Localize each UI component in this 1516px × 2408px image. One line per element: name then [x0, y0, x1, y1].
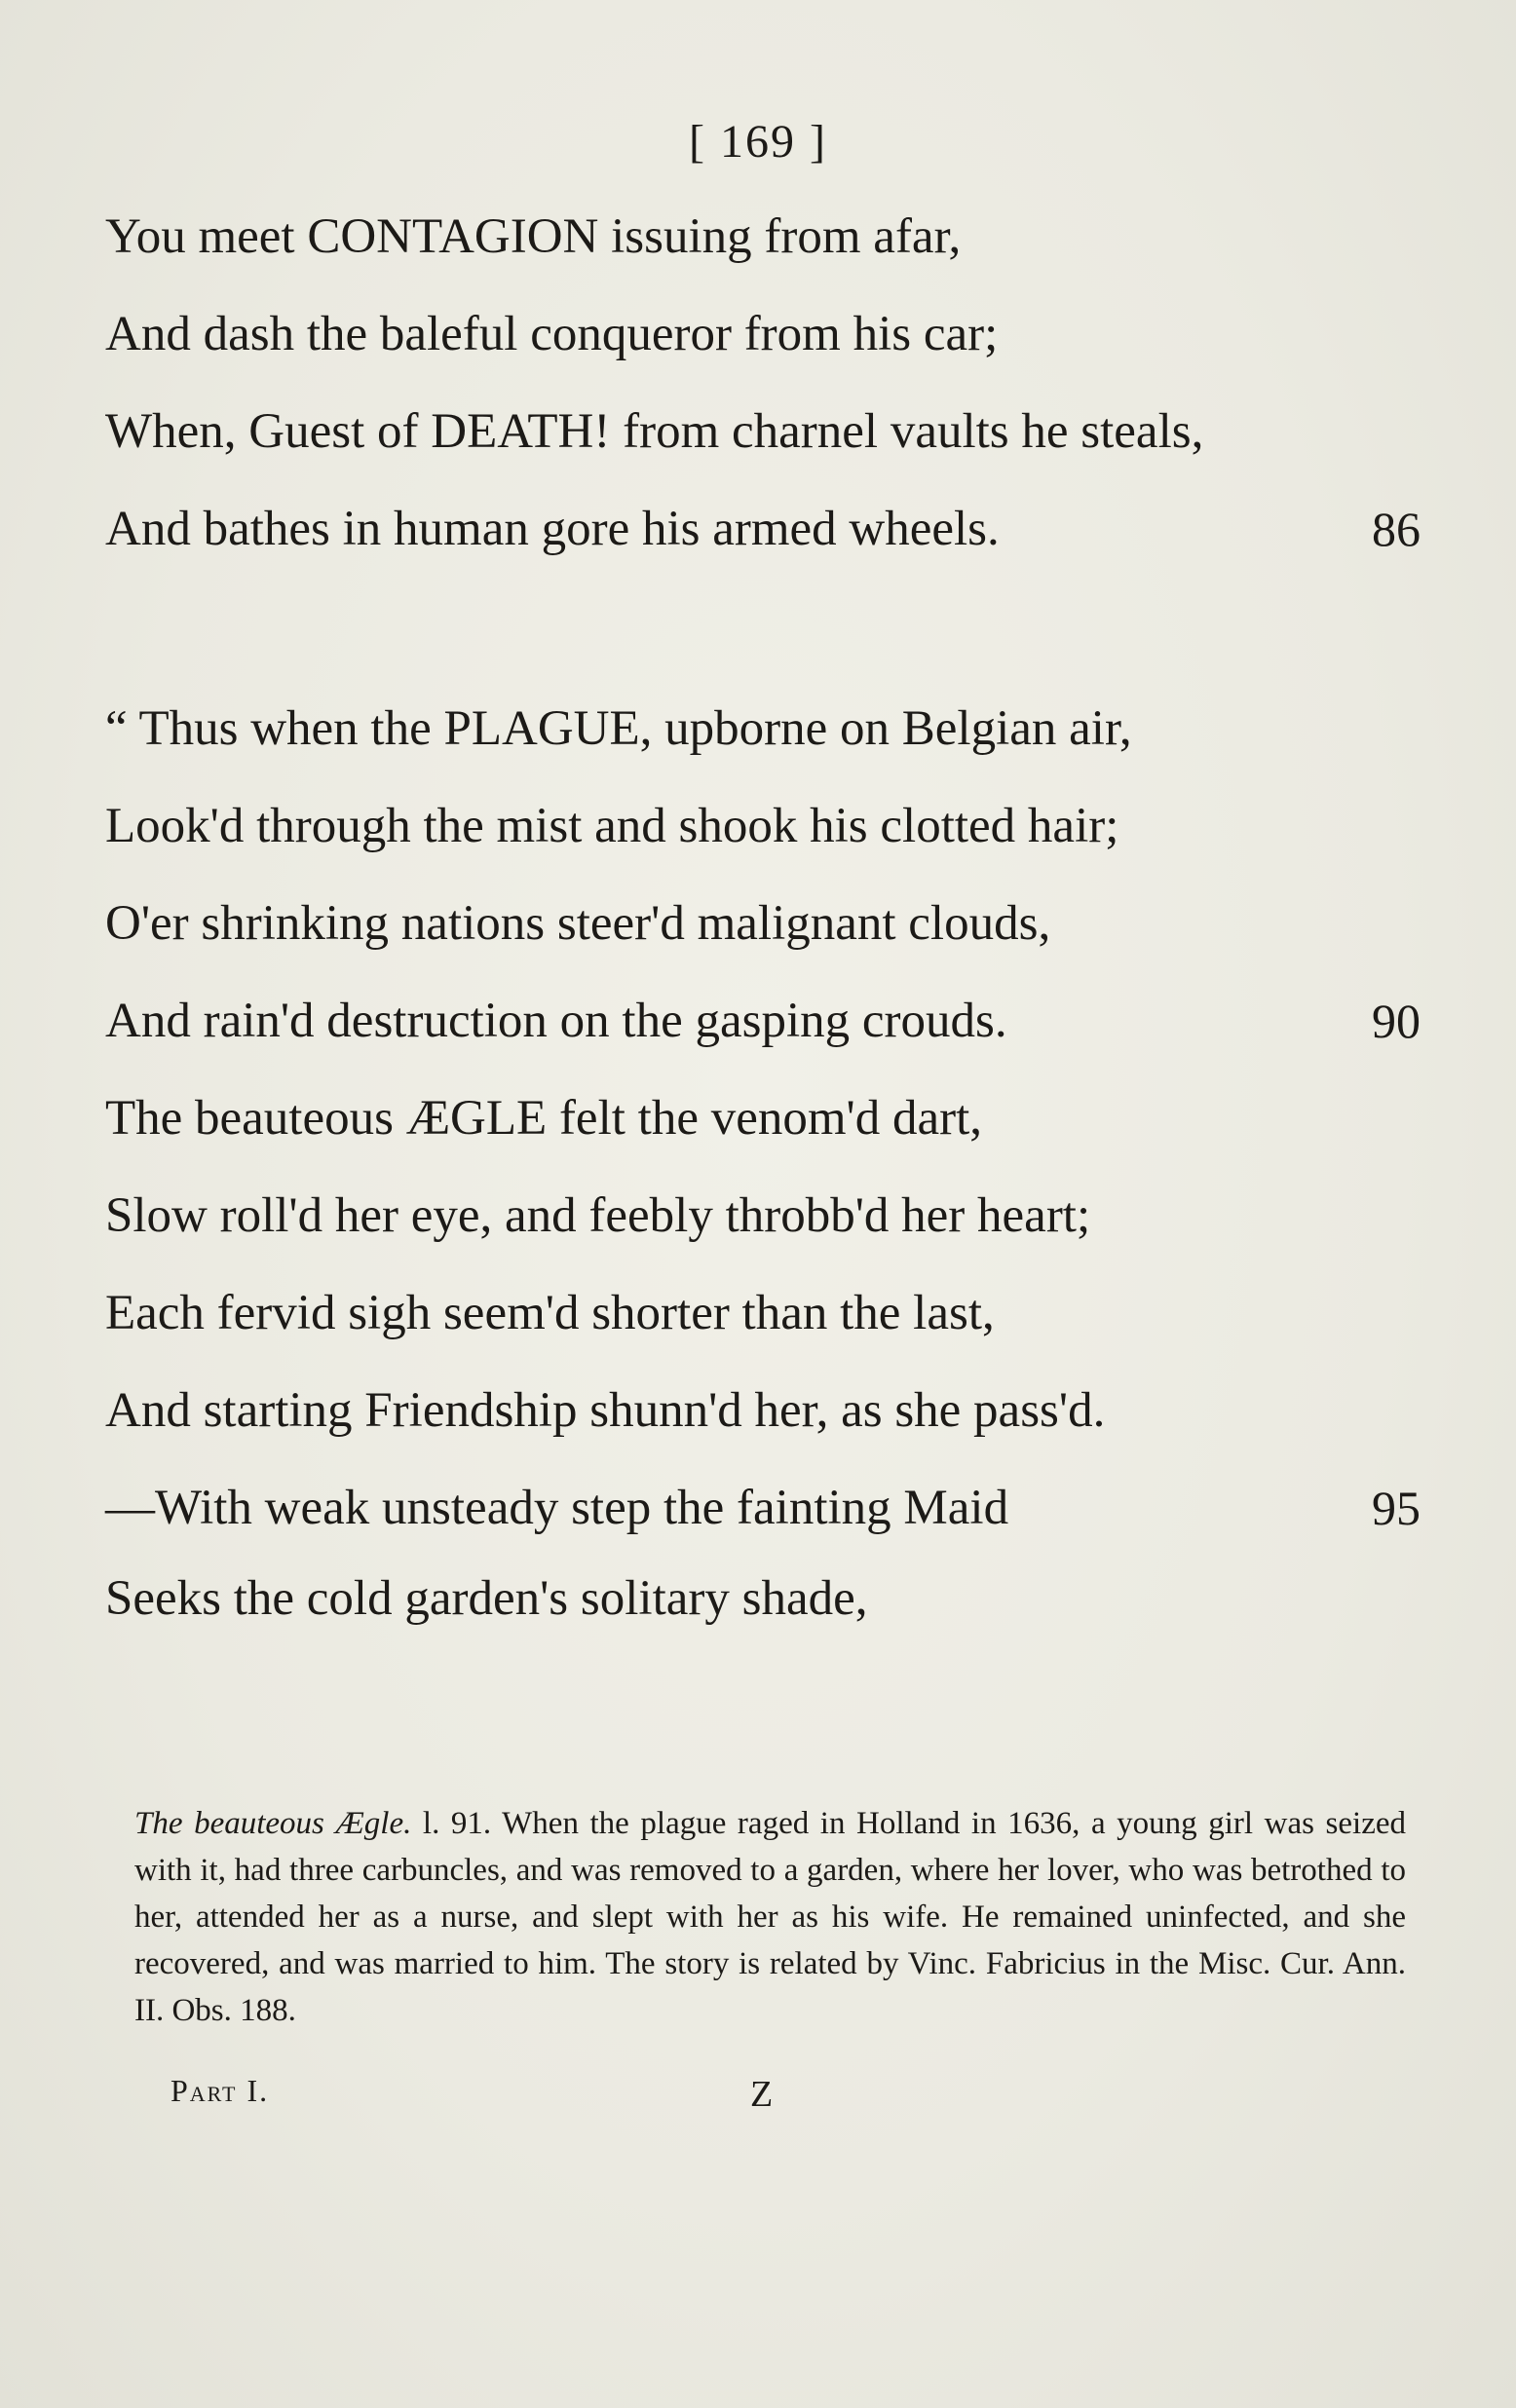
verse-text: And dash the baleful conqueror from his car;	[105, 307, 999, 361]
verse-line	[105, 1464, 1421, 1552]
verse-text: And rain'd destruction on the gasping crouds.	[105, 994, 1007, 1048]
verse-line	[105, 782, 1421, 870]
verse-line	[105, 193, 1421, 281]
verse-line	[105, 1367, 1421, 1454]
verse-text: You meet CONTAGION issuing from afar,	[105, 209, 962, 264]
signature-mark: Z	[750, 2074, 776, 2115]
verse-text: —With weak unsteady step the fainting Maid	[105, 1481, 1009, 1535]
verse-line	[105, 1172, 1421, 1260]
line-number: 86	[1372, 502, 1421, 556]
verse-line	[105, 685, 1421, 772]
verse-line	[105, 1555, 1421, 1642]
page-number: [ 169 ]	[689, 116, 827, 168]
part-label: Part I.	[171, 2073, 270, 2108]
verse-text: “ Thus when the PLAGUE, upborne on Belgian air,	[105, 701, 1132, 756]
verse-line	[105, 1074, 1421, 1162]
verse-line	[105, 977, 1421, 1065]
verse-line	[105, 880, 1421, 967]
verse-line	[105, 290, 1421, 378]
verse-text: Slow roll'd her eye, and feebly throbb'd her heart;	[105, 1188, 1091, 1243]
verse-text: And starting Friendship shunn'd her, as she pass'd.	[105, 1383, 1106, 1438]
verse-text: The beauteous ÆGLE felt the venom'd dart,	[105, 1091, 982, 1146]
verse-text: When, Guest of DEATH! from charnel vaults he steals,	[105, 404, 1204, 459]
line-number: 90	[1372, 994, 1421, 1048]
verse-text: Look'd through the mist and shook his clotted hair;	[105, 799, 1119, 853]
verse-text: O'er shrinking nations steer'd malignant clouds,	[105, 896, 1051, 951]
verse-text: And bathes in human gore his armed wheels.	[105, 502, 1000, 556]
footnote-lead: The beauteous Ægle.	[134, 1806, 412, 1841]
footnote-body: l. 91. When the plague raged in Holland in 1636, a young girl was seized with it, had three carbuncles, and was removed to a garden, where her lover, who was betrothed to her, attended her as a nurse, and slept with her as his wife. He remained uninfected, and she recovered, and was married to him. The story is related by Vinc. Fabricius in the Misc. Cur. Ann. II. Obs. 188.	[134, 1806, 1406, 2028]
verse-line	[105, 388, 1421, 475]
verse-line	[105, 485, 1421, 573]
page-footer	[171, 2073, 1291, 2115]
verse-line	[105, 1269, 1421, 1357]
verse-text: Each fervid sigh seem'd shorter than the last,	[105, 1286, 995, 1340]
line-number: 95	[1372, 1481, 1421, 1535]
footnote	[134, 1800, 1406, 2034]
verse-text: Seeks the cold garden's solitary shade,	[105, 1571, 868, 1626]
